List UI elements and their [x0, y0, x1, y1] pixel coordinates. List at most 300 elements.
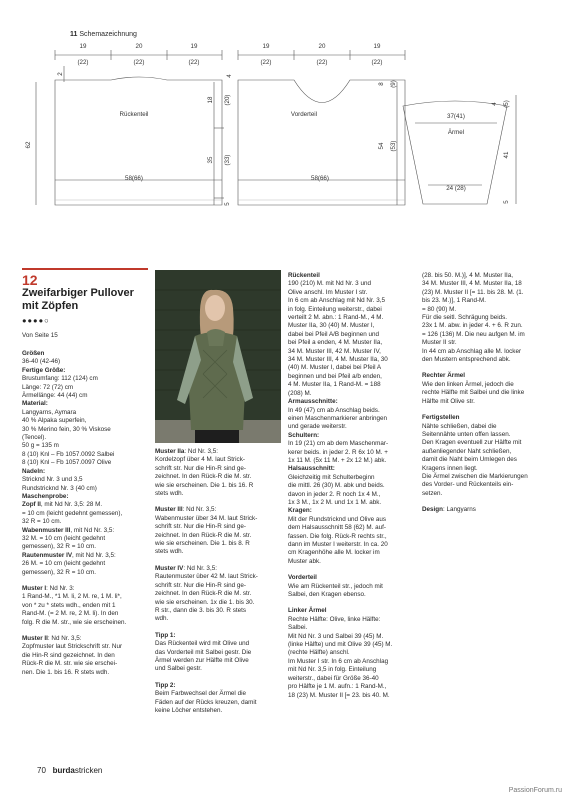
text-line — [155, 515, 283, 523]
line-text: In 6 cm ab Anschlag mit Nd Nr. 3,5 — [288, 297, 385, 305]
line-text: dabei bei Pfeil A/B beginnen und — [288, 330, 380, 338]
text-line — [22, 476, 150, 484]
text-line — [288, 549, 422, 557]
model-photo — [155, 270, 281, 443]
line-text: beginnen und bei Pfeil a/b enden, — [288, 372, 382, 380]
line-text: Nähte schließen, dabei die — [422, 422, 497, 430]
term-label: Muster IIa — [155, 448, 185, 455]
line-text: = 80 (90) M. — [422, 305, 457, 313]
text-line — [288, 314, 422, 322]
text-line — [22, 602, 150, 610]
text-line — [422, 473, 552, 481]
line-text: : Nd Nr. 3,5: — [47, 635, 82, 642]
term-label: Rautenmuster IV — [22, 551, 73, 559]
text-line — [422, 481, 552, 489]
line-text: wdh. — [155, 615, 169, 623]
text-line — [155, 640, 283, 648]
svg-text:(53): (53) — [390, 140, 397, 152]
line-text: : Nd Nr. 3,5: — [184, 448, 219, 455]
spacer — [288, 566, 422, 574]
line-text: (28. bis 50. M.)], 4 M. Muster IIa, — [422, 272, 513, 279]
schematic-drawing — [0, 0, 566, 220]
text-line — [422, 280, 552, 288]
text-line — [22, 485, 150, 493]
line-text: 23x 1 M. abw. in jeder 4. + 6. R zun. — [422, 322, 523, 330]
text-line — [422, 272, 552, 280]
text-line: Rückenteil — [288, 272, 320, 279]
line-text: 18 (23) M. Muster II [= 23. bis 40. M. — [288, 691, 390, 699]
text-line — [422, 448, 552, 456]
svg-text:41: 41 — [503, 151, 510, 159]
text-line — [155, 565, 283, 573]
svg-text:62: 62 — [25, 141, 32, 149]
text-line: Material: — [22, 400, 48, 408]
text-line — [422, 348, 552, 356]
line-text: weiterstr., dabei für Größe 36-40 — [288, 674, 379, 682]
text-column-4 — [422, 272, 552, 515]
svg-text:19: 19 — [373, 43, 381, 50]
line-text: mit Nd Nr. 3,5 in folg. Einteilung — [288, 666, 377, 674]
text-line: Größen — [22, 350, 45, 357]
svg-text:18: 18 — [207, 96, 214, 104]
text-line — [288, 381, 422, 389]
svg-text:58(66): 58(66) — [311, 175, 329, 182]
line-text: nen. Die 1. bis 16. R stets wdh. — [22, 668, 110, 676]
line-text: Brustumfang: 112 (124) cm — [22, 375, 98, 383]
line-text: Für die seitl. Schrägung beids. — [422, 314, 508, 322]
text-line: Halsausschnitt: — [288, 465, 335, 473]
line-text: 34 M. Muster III, 4 M. Muster IIa, 30 — [288, 356, 388, 364]
page-footer — [37, 766, 102, 775]
svg-text:(22): (22) — [188, 59, 200, 66]
line-text: Kordelzopf über 4 M. laut Strick- — [155, 456, 245, 464]
text-line — [288, 491, 422, 499]
line-text: keine Löcher entstehen. — [155, 706, 223, 714]
svg-text:37(41): 37(41) — [447, 113, 465, 120]
text-line — [155, 649, 283, 657]
text-line — [288, 533, 422, 541]
line-text: Rautenmuster über 42 M. laut Strick- — [155, 573, 258, 581]
svg-text:20: 20 — [318, 43, 326, 50]
line-text: 30 % Merino fein, 30 % Viskose — [22, 425, 111, 433]
text-line — [22, 409, 150, 417]
svg-text:5: 5 — [224, 202, 231, 206]
svg-text:8: 8 — [378, 82, 385, 86]
text-line — [155, 532, 283, 540]
line-text: 1 Rand-M., *1 M. li, 2 M. re, 1 M. li*, — [22, 593, 122, 601]
text-line — [288, 373, 422, 381]
text-line — [155, 582, 283, 590]
line-text: In 19 (21) cm ab dem Maschenmar- — [288, 440, 389, 448]
line-text: = 10 cm (leicht gedehnt gemessen), — [22, 509, 123, 517]
line-text: gemessen), 32 R = 10 cm. — [22, 568, 97, 576]
text-column-1 — [22, 350, 150, 677]
line-text: wie sie erscheinen. Die 1. bis 16. R — [155, 481, 254, 489]
line-text: Den Kragen eventuell zur Hälfte mit — [422, 439, 522, 447]
text-line — [288, 666, 422, 674]
text-line — [288, 474, 422, 482]
text-line — [22, 459, 150, 467]
spacer — [155, 624, 283, 632]
line-text: Ärmellänge: 44 (44) cm — [22, 392, 88, 400]
line-text: In 49 (47) cm ab Anschlag beids. — [288, 406, 380, 414]
line-text: 4 M. Muster IIa, 1 Rand-M. = 188 — [288, 381, 381, 389]
text-line: Tipp 2: — [155, 681, 176, 689]
line-text: Die Ärmel zwischen die Markierungen — [422, 472, 528, 480]
text-line — [22, 392, 150, 400]
line-text: setzen. — [422, 489, 443, 497]
line-text: Hälfte mit Olive str. — [422, 397, 475, 405]
line-text: verteilt 2 M. abn.: 1 Rand-M., 4 M. — [288, 314, 384, 322]
text-line — [22, 518, 150, 526]
line-text: Salbei. — [288, 624, 308, 632]
text-line — [288, 297, 422, 305]
text-line — [155, 448, 283, 456]
line-text: 8 (10) Knl – Fb 1057.0092 Salbei — [22, 450, 115, 458]
watermark: PassionForum.ru — [508, 787, 562, 794]
text-line — [22, 434, 150, 442]
text-line — [422, 339, 552, 347]
text-line — [155, 657, 283, 665]
line-text: (23) M. Muster II [= 11. bis 28. M. (1. — [422, 288, 524, 296]
line-text: Langyarns, Aymara — [22, 408, 77, 416]
svg-text:(22): (22) — [316, 59, 328, 66]
line-text: wie sie erscheinen. 1x die 1. bis 30. — [155, 598, 255, 606]
line-text: Ärmel werden zur Hälfte mit Olive — [155, 656, 249, 664]
text-line — [22, 585, 150, 593]
line-text: Wabenmuster über 34 M. laut Strick- — [155, 514, 258, 522]
line-text: stets wdh. — [155, 548, 184, 556]
text-line — [22, 375, 150, 383]
svg-text:19: 19 — [262, 43, 270, 50]
line-text: Rück-R die M. str. wie sie erschei- — [22, 660, 118, 668]
magazine-brand: burdastricken — [52, 766, 103, 775]
line-text: Olive anschl. Im Muster I str. — [288, 288, 368, 296]
text-line — [288, 390, 422, 398]
text-line — [288, 558, 422, 566]
text-line — [288, 415, 422, 423]
text-line — [155, 540, 283, 548]
line-text: , mit Nd Nr. 3,5: — [72, 551, 116, 559]
svg-text:Vorderteil: Vorderteil — [290, 111, 318, 118]
line-text: = 126 (136) M. Die neu aufgen M. im — [422, 330, 525, 338]
text-line — [155, 707, 283, 715]
line-text: R str., dann die 3. bis 30. R stets — [155, 606, 247, 614]
text-line — [288, 675, 422, 683]
text-line — [155, 590, 283, 598]
text-line — [155, 599, 283, 607]
text-line — [288, 331, 422, 339]
front-piece-outline — [238, 80, 405, 205]
text-line — [22, 643, 150, 651]
text-line — [422, 398, 552, 406]
spacer — [155, 674, 283, 682]
line-text: 34 M. Muster III, 42 M. Muster IV, — [288, 347, 381, 355]
line-text: Muster IIa, 30 (40) M. Muster I, — [288, 322, 375, 330]
text-line — [422, 306, 552, 314]
line-text: Rand-M. (= 2 M. re, 2 M. li). In den — [22, 610, 119, 618]
text-line — [155, 690, 283, 698]
text-line — [155, 548, 283, 556]
line-text: bis 23. M.)], 1 Rand-M. — [422, 297, 487, 305]
line-text: von * zu * stets wdh., enden mit 1 — [22, 601, 116, 609]
line-text: gemessen), 32 R = 10 cm. — [22, 543, 97, 551]
term-label: Wabenmuster III — [22, 526, 71, 534]
line-text: : Nd Nr. 3,5: — [183, 564, 217, 572]
text-line — [422, 490, 552, 498]
text-line — [288, 449, 422, 457]
text-line — [288, 356, 422, 364]
line-text: 190 (210) M. mit Nd Nr. 3 und — [288, 280, 371, 288]
line-text: Mit der Rundstricknd und Olive aus — [288, 515, 386, 523]
svg-text:54: 54 — [378, 142, 385, 150]
line-text: stets wdh. — [155, 490, 184, 498]
line-text: (Tencel). — [22, 434, 47, 442]
line-text: 1x 11 M. (5x 11 M. + 2x 12 M.) abk. — [288, 456, 387, 464]
line-text: : Nd Nr. 3,5: — [182, 506, 217, 514]
line-text: einen Maschenmarkierer anbringen — [288, 414, 388, 422]
svg-text:(22): (22) — [133, 59, 145, 66]
line-text: fassen. Die folg. Rück-R rechts str., — [288, 532, 387, 540]
line-text: , mit Nd Nr. 3,5: 28 M. — [40, 501, 103, 509]
line-text: kerer beids. in jeder 2. R 6x 10 M. + — [288, 448, 388, 456]
text-line — [22, 426, 150, 434]
line-text: das Vorderteil mit Salbei gestr. Die — [155, 648, 252, 656]
line-text: Seitennähte unten offen lassen. — [422, 430, 511, 438]
text-column-2 — [155, 448, 283, 715]
line-text: : Nd Nr. 3: — [46, 584, 75, 592]
line-text: (40) M. Muster I, dabei bei Pfeil A — [288, 364, 382, 372]
line-text: 50 g = 135 m — [22, 442, 59, 450]
line-text: Mit Nd Nr. 3 und Salbei 39 (45) M. — [288, 632, 384, 640]
text-line — [288, 348, 422, 356]
text-line — [288, 280, 422, 288]
text-line — [288, 641, 422, 649]
line-text: Im Muster I str. In 6 cm ab Anschlag — [288, 657, 389, 665]
line-text: Salbei, den Kragen ebenso. — [288, 591, 366, 599]
svg-text:24 (28): 24 (28) — [446, 185, 466, 192]
line-text: wie sie erscheinen. Die 1. bis 8. R — [155, 540, 250, 548]
line-text: 26 M. = 10 cm (leicht gedehnt — [22, 560, 106, 568]
svg-text:Rückenteil: Rückenteil — [119, 111, 149, 118]
line-text: Rundstricknd Nr. 3 (40 cm) — [22, 484, 97, 492]
svg-text:(9): (9) — [390, 80, 397, 88]
page-number: 70 — [37, 766, 46, 775]
text-line — [22, 652, 150, 660]
line-text: Kragens innen liegt. — [422, 464, 478, 472]
line-text: in folg. Einteilung weiterstr., dabei — [288, 305, 382, 313]
text-line: Linker Ärmel — [288, 607, 327, 615]
svg-text:(5): (5) — [503, 100, 510, 108]
term-label: Muster II — [22, 635, 48, 642]
source-reference: Von Seite 15 — [22, 332, 58, 339]
text-line: Kragen: — [288, 507, 312, 515]
svg-text:2: 2 — [57, 72, 64, 76]
line-text: , mit Nd Nr. 3,5: — [70, 526, 115, 534]
svg-text:(22): (22) — [260, 59, 272, 66]
text-line — [288, 457, 422, 465]
spacer — [422, 498, 552, 506]
text-line — [288, 583, 422, 591]
line-text: : Langyarns — [443, 506, 476, 514]
line-text: zeichnet. In den Rück-R die M. str. — [155, 590, 252, 598]
text-line — [22, 660, 150, 668]
text-line — [288, 541, 422, 549]
text-line — [288, 364, 422, 372]
line-text: Wie am Rückenteil str., jedoch mit — [288, 582, 383, 590]
text-line: Maschenprobe: — [22, 492, 69, 500]
svg-text:(22): (22) — [371, 59, 383, 66]
term-label: Design — [422, 506, 443, 514]
text-line — [422, 389, 552, 397]
line-text: bei Pfeil a enden, 4 M. Muster IIa, — [288, 339, 383, 347]
line-text: dann im Muster I weiterstr. In ca. 20 — [288, 541, 388, 548]
text-line — [22, 560, 150, 568]
line-text: (linke Hälfte) und mit Olive 39 (45) M. — [288, 641, 393, 649]
text-line — [155, 607, 283, 615]
text-line — [288, 339, 422, 347]
line-text: In 44 cm ab Anschlag alle M. locker — [422, 347, 522, 355]
line-text: und Salbei gestr. — [155, 665, 202, 673]
text-line — [422, 431, 552, 439]
text-line — [422, 506, 552, 514]
text-line — [422, 465, 552, 473]
line-text: 36-40 (42-46) — [22, 358, 61, 366]
line-text: Fäden auf der Rücks kreuzen, damit — [155, 698, 257, 706]
text-line — [422, 356, 552, 364]
line-text: zeichnet. In den Rück-R die M. str. — [155, 531, 252, 539]
text-line — [288, 624, 422, 632]
text-line — [155, 506, 283, 514]
svg-text:Ärmel: Ärmel — [447, 129, 465, 136]
pattern-title: Zweifarbiger Pullover mit Zöpfen — [22, 287, 134, 312]
text-line — [288, 524, 422, 532]
text-line — [22, 669, 150, 677]
spacer — [155, 557, 283, 565]
term-label: Muster I — [22, 584, 47, 592]
text-line — [22, 451, 150, 459]
text-line — [22, 501, 150, 509]
line-text: Stricknd Nr. 3 und 3,5 — [22, 476, 83, 484]
line-text: Muster abk. — [288, 557, 321, 565]
line-text: rechte Hälfte mit Salbei und die linke — [422, 389, 525, 397]
svg-text:(20): (20) — [224, 94, 231, 106]
text-line — [288, 692, 422, 700]
schematic-labels — [25, 43, 510, 206]
text-line — [155, 523, 283, 531]
text-line — [288, 649, 422, 657]
text-line — [422, 439, 552, 447]
line-text: des Vorder- und Rückenteils ein- — [422, 481, 514, 489]
spacer — [22, 577, 150, 585]
line-text: cm Kragenhöhe alle M. locker im — [288, 549, 380, 557]
line-text: die Hin-R sind gezeichnet. In den — [22, 651, 115, 659]
text-line — [288, 499, 422, 507]
line-text: schrift str. Nur die Hin-R sind ge- — [155, 464, 246, 472]
line-text: 32 R = 10 cm. — [22, 518, 62, 526]
line-text: Beim Farbwechsel der Ärmel die — [155, 690, 246, 698]
text-line — [155, 665, 283, 673]
text-line — [22, 417, 150, 425]
text-line: Schultern: — [288, 431, 320, 439]
line-text: außenliegender Naht schließen, — [422, 447, 512, 455]
text-line — [422, 289, 552, 297]
line-text: 8 (10) Knl – Fb 1057.0097 Olive — [22, 459, 112, 467]
text-line — [422, 423, 552, 431]
schema-title: 11 Schemazeichnung — [70, 31, 137, 38]
text-line — [288, 306, 422, 314]
text-line — [155, 615, 283, 623]
text-line — [422, 331, 552, 339]
text-line: Fertige Größe: — [22, 366, 66, 374]
text-line — [155, 473, 283, 481]
svg-text:19: 19 — [190, 43, 198, 50]
text-line — [288, 591, 422, 599]
term-label: Muster IV — [155, 564, 184, 572]
text-line: Fertigstellen — [422, 414, 460, 422]
text-line — [22, 384, 150, 392]
line-text: 1x 3 M., 1x 2 M. und 1x 1 M. abk. — [288, 498, 382, 506]
text-line — [22, 593, 150, 601]
text-line: Vorderteil — [288, 574, 317, 582]
text-line — [288, 658, 422, 666]
text-line: Armausschnitte: — [288, 398, 338, 406]
line-text: pro Hälfte je 1 M. aufn.: 1 Rand-M., — [288, 683, 387, 691]
text-line — [288, 423, 422, 431]
text-line — [288, 616, 422, 624]
line-text: Zopfmuster laut Strickschrift str. Nur — [22, 643, 123, 651]
text-line — [155, 456, 283, 464]
text-line — [22, 552, 150, 560]
text-line: Nadeln: — [22, 467, 46, 475]
text-line — [288, 683, 422, 691]
line-text: damit die Naht beim Umlegen des — [422, 456, 517, 464]
text-line: Rechter Ärmel — [422, 372, 466, 380]
text-column-3 — [288, 272, 422, 700]
svg-text:(33): (33) — [224, 154, 231, 166]
line-text: folg. R die M. str., wie sie erscheinen. — [22, 618, 127, 626]
text-line — [22, 543, 150, 551]
text-line — [155, 699, 283, 707]
term-label: Muster III — [155, 506, 183, 514]
text-line — [22, 619, 150, 627]
text-line — [288, 289, 422, 297]
text-line — [288, 633, 422, 641]
text-line — [22, 535, 150, 543]
svg-text:58(66): 58(66) — [125, 175, 143, 182]
line-text: davon in jeder 2. R noch 1x 4 M., — [288, 490, 381, 498]
line-text: Rechte Hälfte: Olive, linke Hälfte: — [288, 615, 381, 623]
text-line — [422, 456, 552, 464]
text-line — [422, 381, 552, 389]
line-text: Muster II str. — [422, 339, 457, 347]
line-text: Länge: 72 (72) cm — [22, 383, 74, 391]
line-text: Wie den linken Ärmel, jedoch die — [422, 380, 514, 388]
text-line — [288, 322, 422, 330]
spacer — [155, 498, 283, 506]
text-line — [22, 569, 150, 577]
svg-text:20: 20 — [135, 43, 143, 50]
line-text: dem Halsausschnitt 58 (62) M. auf- — [288, 524, 386, 532]
text-line — [22, 527, 150, 535]
text-line — [422, 314, 552, 322]
text-line — [288, 482, 422, 490]
line-text: (208) M. — [288, 389, 312, 397]
line-text: Das Rückenteil wird mit Olive und — [155, 640, 250, 648]
text-line — [288, 407, 422, 415]
text-line — [288, 516, 422, 524]
line-text: zeichnet. In den Rück-R die M. str. — [155, 473, 252, 481]
